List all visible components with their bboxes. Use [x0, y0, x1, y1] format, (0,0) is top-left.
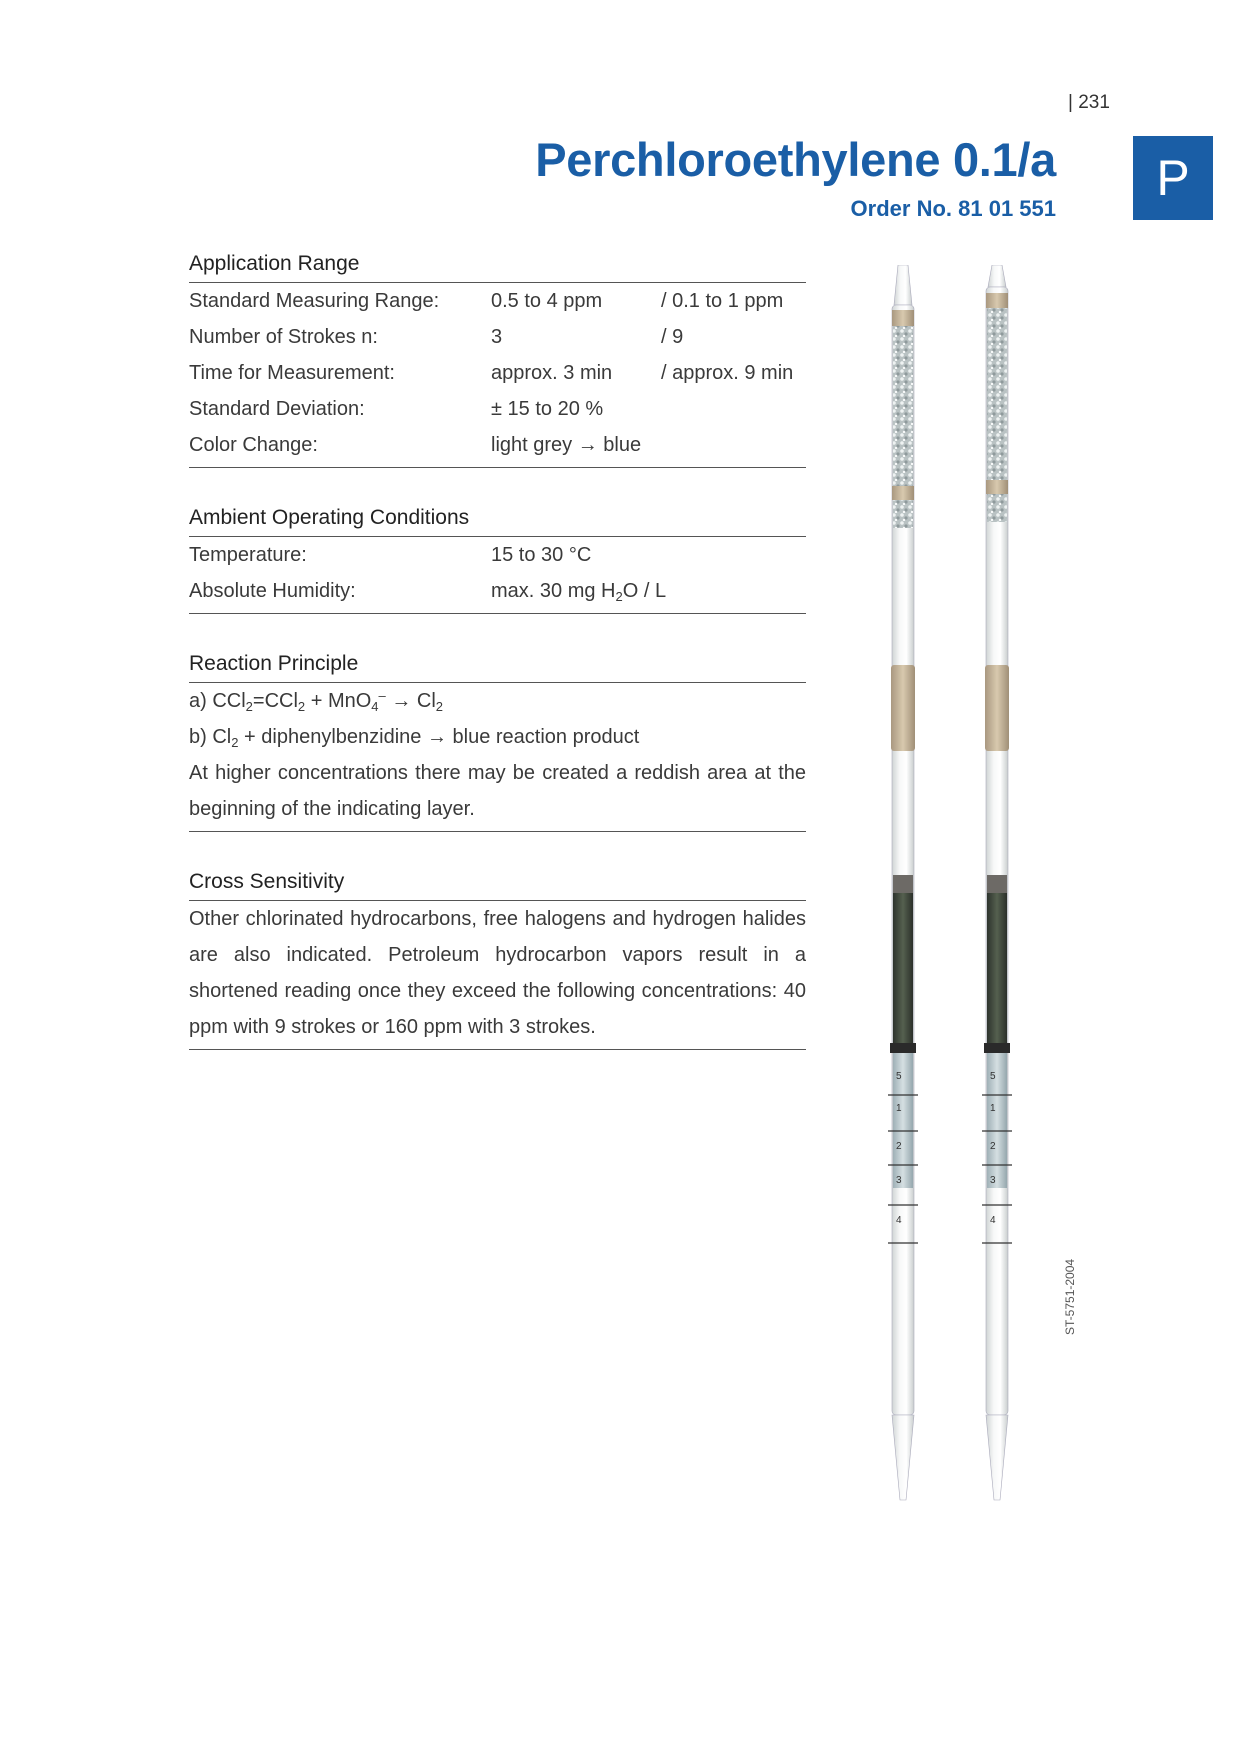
row-alt-value: / 9: [661, 325, 684, 348]
table-row: [189, 537, 806, 573]
section-title-application-range: Application Range: [189, 252, 806, 283]
tube-left-scale-label: 4: [896, 1215, 902, 1226]
tube-right-scale-label: 4: [990, 1215, 996, 1226]
table-row: [189, 355, 806, 391]
tube-left-scale-label: 1: [896, 1103, 902, 1114]
section-letter-tab[interactable]: P: [1133, 136, 1213, 220]
ambient-table: [189, 537, 806, 614]
table-row: [189, 427, 806, 463]
row-label: Time for Measurement:: [189, 361, 395, 384]
application-range-section: [189, 252, 806, 468]
figure-code: ST-5751-2004: [1063, 1258, 1077, 1335]
tube-left-scale-label: 3: [896, 1175, 902, 1186]
row-label: Color Change:: [189, 433, 318, 456]
row-value: 0.5 to 4 ppm: [491, 289, 603, 312]
temperature-label: Temperature:: [189, 543, 307, 566]
table-row: [189, 283, 806, 319]
temperature-value: 15 to 30 °C: [491, 543, 592, 566]
tube-right-scale-label: 5: [990, 1071, 996, 1082]
section-title-reaction: Reaction Principle: [189, 652, 806, 683]
page-title: Perchloroethylene 0.1/a: [535, 133, 1056, 186]
reaction-body: [189, 683, 806, 832]
row-label: Number of Strokes n:: [189, 325, 378, 348]
row-label: Standard Deviation:: [189, 397, 365, 420]
reaction-principle-section: [189, 652, 806, 832]
tube-left-scale-label: 2: [896, 1141, 902, 1152]
section-title-cross-sensitivity: Cross Sensitivity: [189, 870, 806, 901]
section-title-ambient: Ambient Operating Conditions: [189, 506, 806, 537]
tube-left-scale-label: 5: [896, 1071, 902, 1082]
row-label: Standard Measuring Range:: [189, 289, 440, 312]
cross-sensitivity-body: [189, 901, 806, 1050]
table-row: [189, 391, 806, 427]
row-value: light grey → blue: [491, 433, 642, 456]
reaction-b: b) $Cl_2$ + diphenylbenzidine → blue reaction product: [189, 726, 640, 750]
detector-tubes-photo: [860, 265, 1090, 1505]
row-value: 3: [491, 325, 503, 348]
tube-right: [982, 265, 1012, 1500]
row-alt-value: / approx. 9 min: [661, 361, 794, 384]
humidity-value: max. 30 mg $H_2O$ / L: [491, 579, 667, 604]
ambient-conditions-section: [189, 506, 806, 614]
reaction-note: At higher concentrations there may be created a reddish area at the beginning of the indicating layer.: [189, 762, 806, 820]
tube-left: [888, 265, 918, 1500]
tube-right-scale-label: 1: [990, 1103, 996, 1114]
main-content: [189, 252, 806, 1088]
page-number: | 231: [1068, 92, 1110, 113]
order-number: Order No. 81 01 551: [850, 196, 1056, 221]
row-value: ± 15 to 20 %: [491, 397, 604, 420]
reaction-a: a) $CCl_2=CCl_2 + MnO_4^- \to Cl_2$: [189, 688, 443, 714]
cross-sensitivity-text: Other chlorinated hydrocarbons, free halogens and hydrogen halides are also indicated. Petroleum hydrocarbon vapors result in a shortened reading once they exceed the following concentrations: 40 ppm with 9 strokes or 160 ppm with 3 strokes.: [189, 908, 806, 1038]
tube-right-scale-label: 3: [990, 1175, 996, 1186]
humidity-label: Absolute Humidity:: [189, 579, 356, 602]
application-range-table: [189, 283, 806, 468]
row-value: approx. 3 min: [491, 361, 613, 384]
table-row: [189, 319, 806, 355]
row-alt-value: / 0.1 to 1 ppm: [661, 289, 784, 312]
cross-sensitivity-section: [189, 870, 806, 1050]
table-row: [189, 573, 806, 609]
tube-right-scale-label: 2: [990, 1141, 996, 1152]
